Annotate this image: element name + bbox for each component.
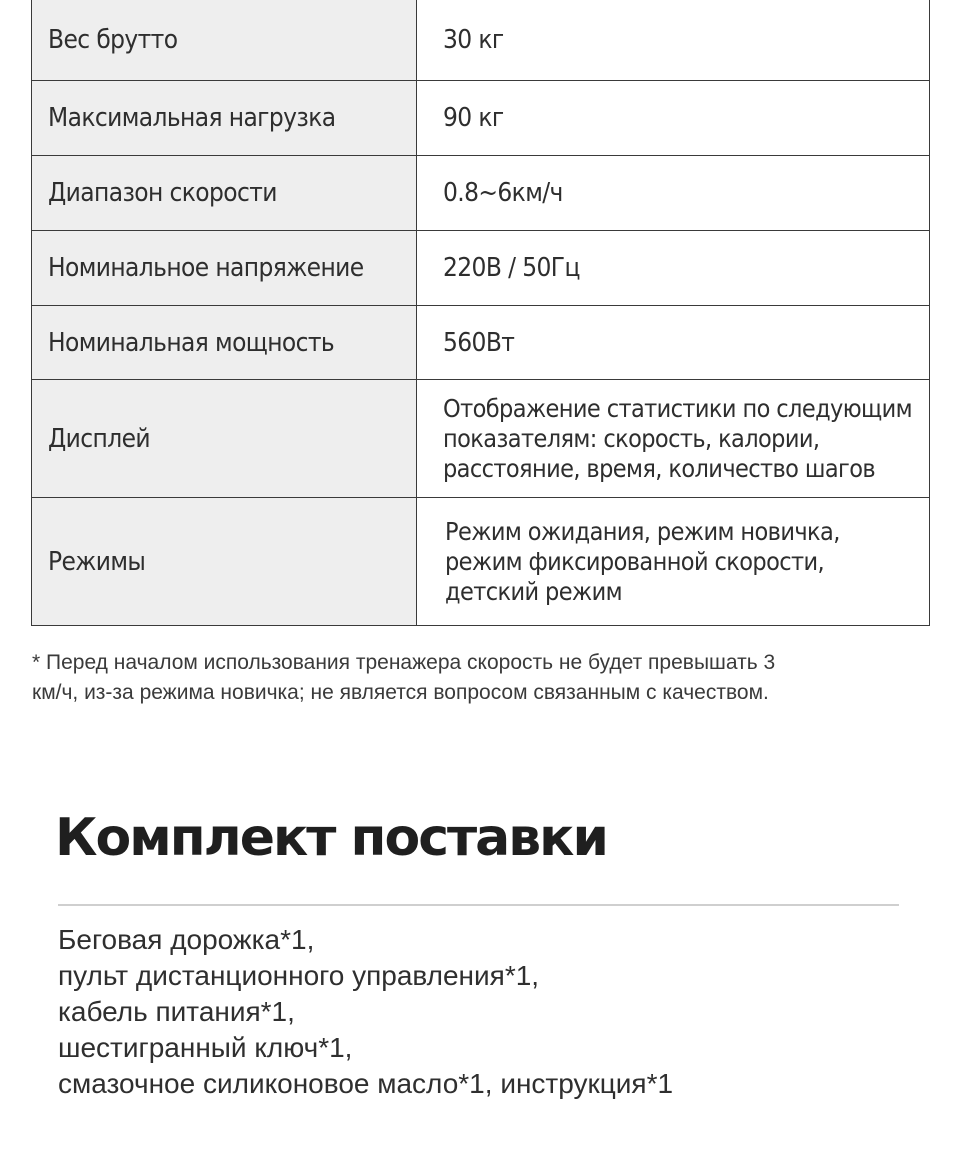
spec-label: Режимы: [32, 498, 417, 626]
section-title: Комплект поставки: [55, 808, 607, 868]
spec-row-rated-voltage: [32, 231, 930, 306]
kit-list: [58, 922, 673, 1102]
spec-label: Номинальная мощность: [32, 306, 417, 380]
footnote-line: км/ч, из-за режима новичка; не является вопросом связанным с качеством.: [32, 681, 769, 704]
kit-item: смазочное силиконовое масло*1, инструкция*1: [58, 1068, 674, 1099]
spec-row-gross-weight: [32, 0, 930, 81]
kit-item: шестигранный ключ*1,: [58, 1032, 353, 1063]
section-divider: [58, 904, 899, 906]
spec-value: 90 кг: [417, 81, 930, 156]
kit-item: кабель питания*1,: [58, 996, 295, 1027]
spec-value: 30 кг: [417, 0, 930, 81]
spec-label: Номинальное напряжение: [32, 231, 417, 306]
spec-value-line: Отображение статистики по следующим: [443, 393, 913, 423]
spec-value-line: детский режим: [445, 576, 622, 606]
spec-value-line: Режим ожидания, режим новичка,: [445, 516, 840, 546]
spec-value-line: показателям: скорость, калории,: [443, 423, 820, 453]
spec-value: 220В / 50Гц: [417, 231, 930, 306]
spec-row-max-load: [32, 81, 930, 156]
spec-value: 560Вт: [417, 306, 930, 380]
spec-value-line: расстояние, время, количество шагов: [443, 453, 876, 483]
spec-row-display: [32, 380, 930, 498]
spec-value: 0.8~6км/ч: [417, 156, 930, 231]
spec-value-line: режим фиксированной скорости,: [445, 546, 825, 576]
spec-label: Максимальная нагрузка: [32, 81, 417, 156]
kit-item: пульт дистанционного управления*1,: [58, 960, 540, 991]
spec-value: [417, 380, 930, 498]
footnote: [32, 648, 932, 708]
spec-label: Дисплей: [32, 380, 417, 498]
spec-label: Вес брутто: [32, 0, 417, 81]
spec-row-rated-power: [32, 306, 930, 380]
spec-label: Диапазон скорости: [32, 156, 417, 231]
kit-item: Беговая дорожка*1,: [58, 924, 315, 955]
spec-table: [31, 0, 930, 626]
spec-row-modes: [32, 498, 930, 626]
spec-row-speed-range: [32, 156, 930, 231]
spec-value: [417, 498, 930, 626]
footnote-line: * Перед началом использования тренажера скорость не будет превышать 3: [32, 651, 776, 674]
